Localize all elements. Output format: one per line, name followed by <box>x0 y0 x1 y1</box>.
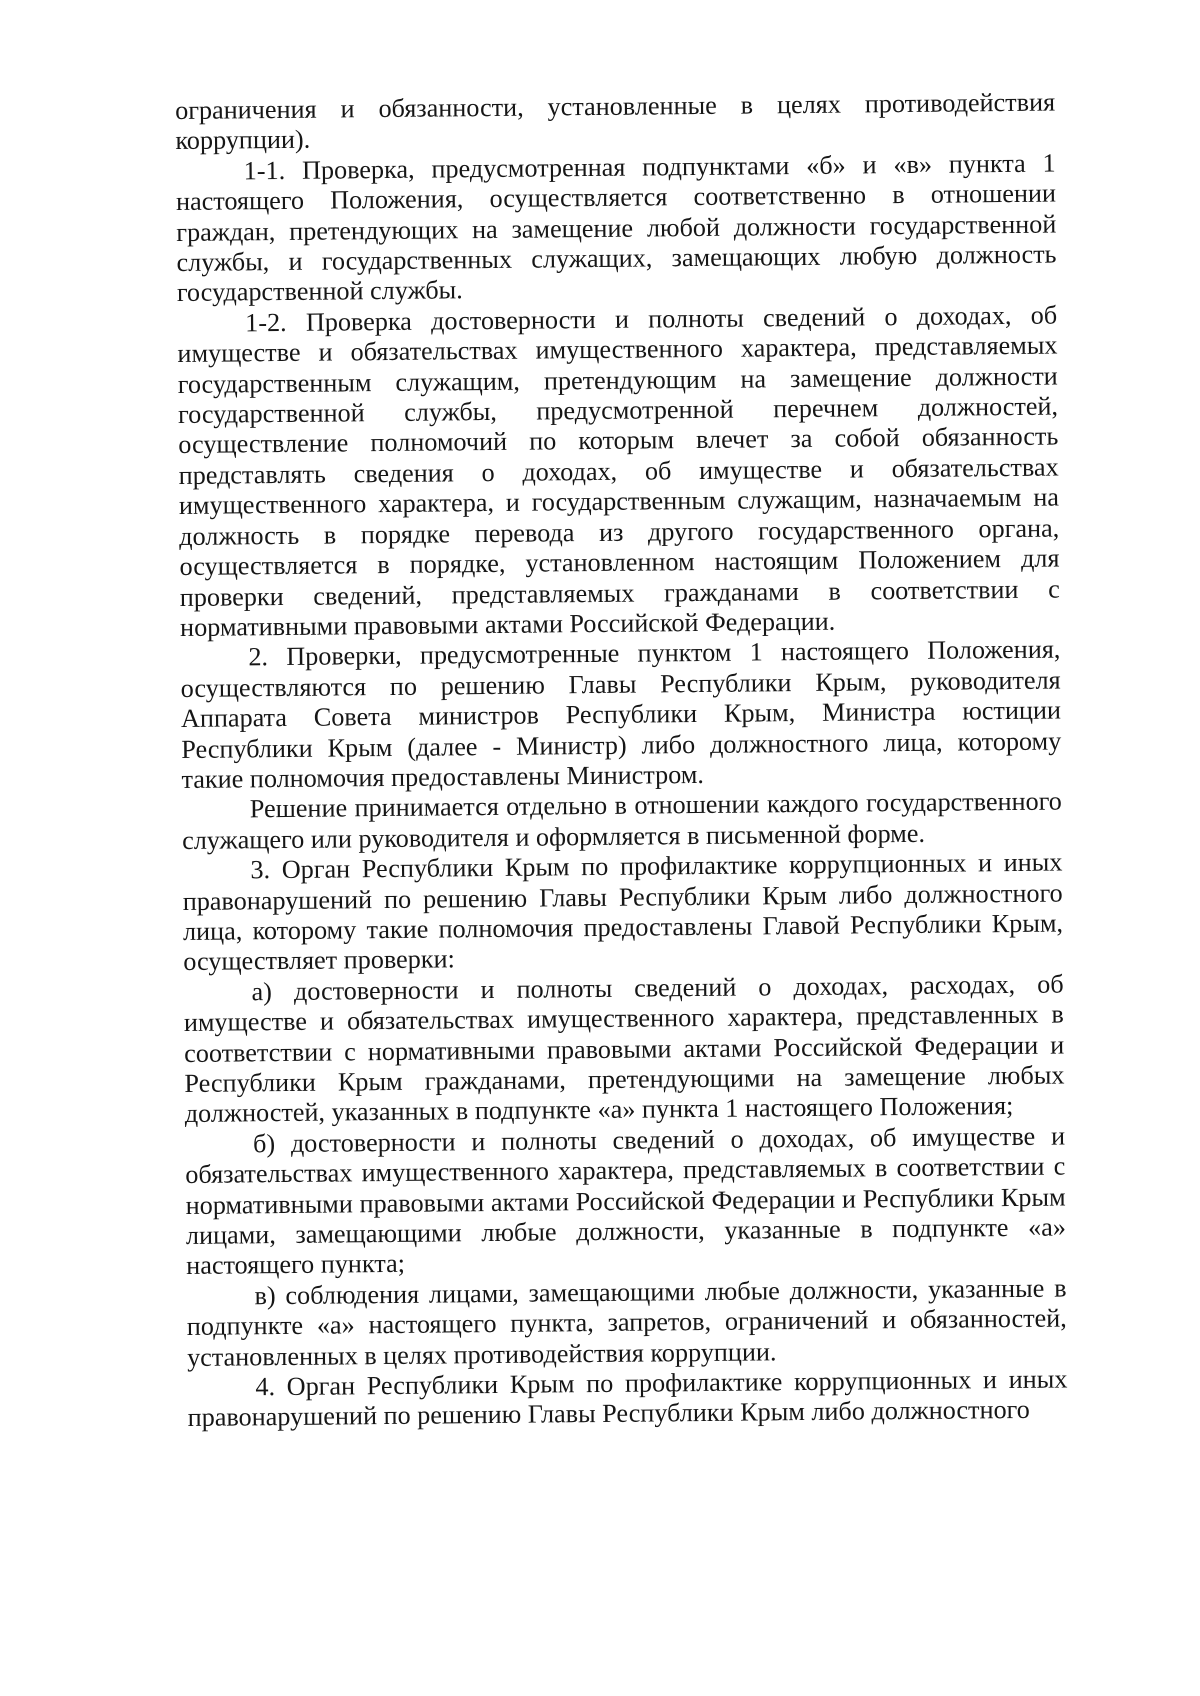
paragraph-decision: Решение принимается отдельно в отношении каждого государственного служащего или руководителя и оформляется в письменной форме. <box>182 786 1062 855</box>
paragraph-1-2: 1-2. Проверка достоверности и полноты сведений о доходах, об имуществе и обязательствах имущественного характера, представляемых государственным служащим, претендующим на замещение должности государственной службы, предусмотренной перечнем должностей, осуществление полномочий по которым влечет за собой обязанность представлять сведения о доходах, об имуществе и обязательствах имущественного характера, и государственным служащим, назначаемым на должность в порядке перевода из другого государственного органа, осуществляется в порядке, установленном настоящим Положением для проверки сведений, представляемых гражданами в соответствии с нормативными правовыми актами Российской Федерации. <box>177 300 1060 642</box>
subparagraph-3a: а) достоверности и полноты сведений о доходах, расходах, об имуществе и обязательствах имущественного характера, представленных в соответствии с нормативными правовыми актами Российской Федерации и Республики Крым гражданами, претендующими на замещение любых должностей, указанных в подпункте «а» пункта 1 настоящего Положения; <box>183 969 1065 1129</box>
subparagraph-3b: б) достоверности и полноты сведений о доходах, об имуществе и обязательствах имущественного характера, представляемых в соответствии с нормативными правовыми актами Российской Федерации и Республики Крым лицами, замещающими любые должности, указанные в подпункте «а» настоящего пункта; <box>185 1121 1067 1281</box>
paragraph-continuation: ограничения и обязанности, установленные в целях противодействия коррупции). <box>175 87 1056 156</box>
paragraph-1-1: 1-1. Проверка, предусмотренная подпунктами «б» и «в» пункта 1 настоящего Положения, осуществляется соответственно в отношении граждан, претендующих на замещение любой должности государственной службы, и государственных служащих, замещающих любую должность государственной службы. <box>175 148 1057 308</box>
paragraph-4: 4. Орган Республики Крым по профилактике коррупционных и иных правонарушений по решению Главы Республики Крым либо должностного <box>187 1364 1068 1433</box>
paragraph-2: 2. Проверки, предусмотренные пунктом 1 настоящего Положения, осуществляются по решению Главы Республики Крым, руководителя Аппарата Совета министров Республики Крым, Министра юстиции Республики Крым (далее - Министр) либо должностного лица, которому такие полномочия предоставлены Министром. <box>180 634 1062 794</box>
paragraph-3: 3. Орган Республики Крым по профилактике коррупционных и иных правонарушений по решению Главы Республики Крым либо должностного лица, которому такие полномочия предоставлены Главой Республики Крым, осуществляет проверки: <box>182 847 1064 977</box>
document-body <box>175 88 1068 1434</box>
subparagraph-3v: в) соблюдения лицами, замещающими любые должности, указанные в подпункте «а» настоящего пункта, запретов, ограничений и обязанностей, установленных в целях противодействия коррупции. <box>186 1273 1067 1372</box>
